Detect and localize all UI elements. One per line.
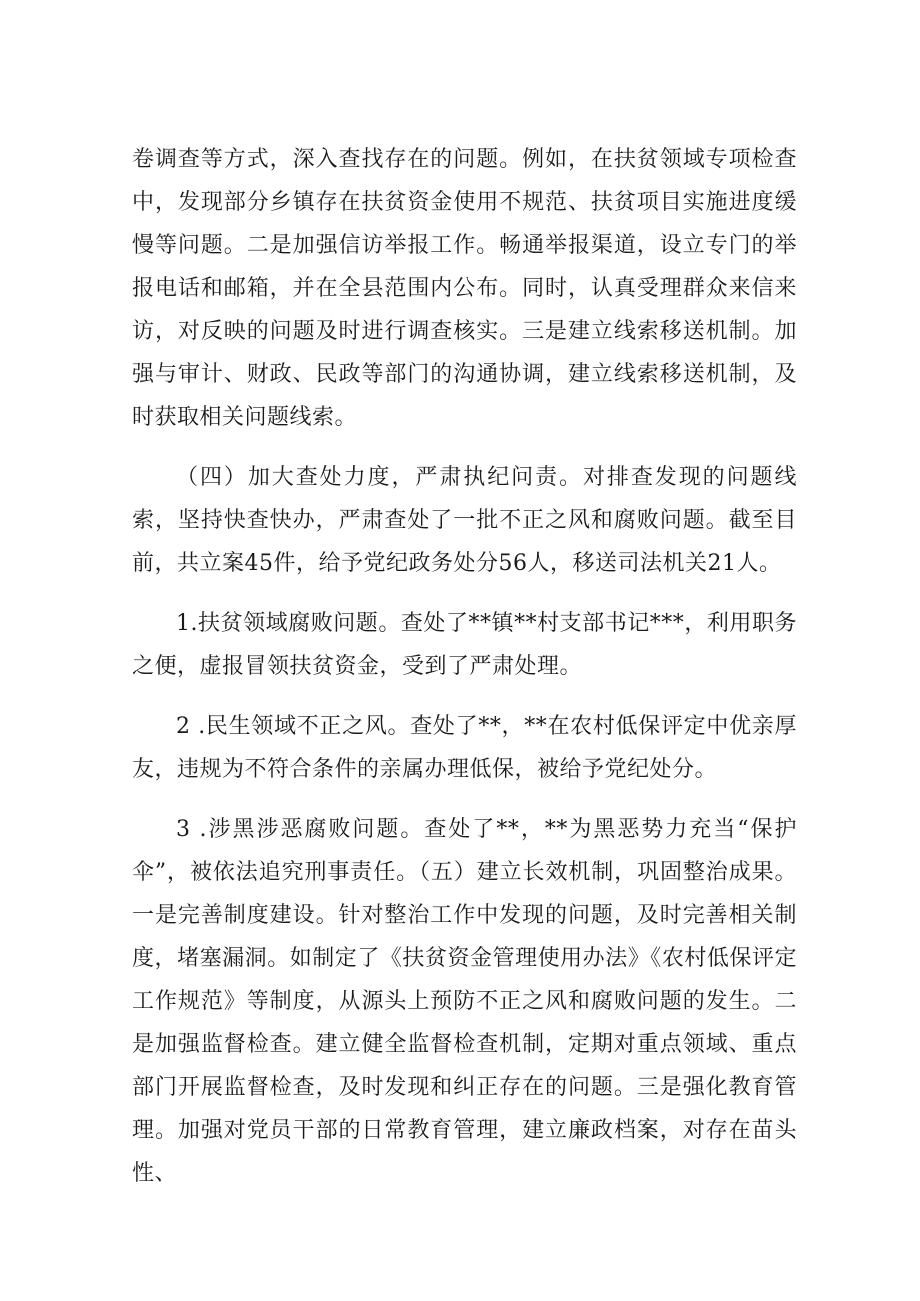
paragraph-investigation-methods: 卷调查等方式，深入查找存在的问题。例如，在扶贫领域专项检查中，发现部分乡镇存在扶贫资金使用不规范、扶贫项目实施进度缓慢等问题。二是加强信访举报工作。畅通举报渠道，设立专门的举报电话和邮箱，并在全县范围内公布。同时，认真受理群众来信来访，对反映的问题及时进行调查核实。三是建立线索移送机制。加强与审计、财政、民政等部门的沟通协调，建立线索移送机制，及时获取相关问题线索。	[132, 147, 797, 430]
paragraph-item-1: 1.扶贫领域腐败问题。查处了**镇**村支部书记***，利用职务之便，虚报冒领扶贫资金，受到了严肃处理。	[132, 611, 797, 679]
paragraph-item-3: 3 .涉黑涉恶腐败问题。查处了**，**为黑恶势力充当“保护伞”，被依法追究刑事责任。（五）建立长效机制，巩固整治成果。一是完善制度建设。针对整治工作中发现的问题，及时完善相关制度，堵塞漏洞。如制定了《扶贫资金管理使用办法》《农村低保评定工作规范》等制度，从源头上预防不正之风和腐败问题的发生。二是加强监督检查。建立健全监督检查机制，定期对重点领域、重点部门开展监督检查，及时发现和纠正存在的问题。三是强化教育管理。加强对党员干部的日常教育管理，建立廉政档案，对存在苗头性、	[132, 817, 797, 1186]
document-body	[132, 138, 797, 1212]
paragraph-item-2: 2 .民生领域不正之风。查处了**，**在农村低保评定中优亲厚友，违规为不符合条件的亲属办理低保，被给予党纪处分。	[132, 714, 797, 782]
paragraph-section-four: （四）加大查处力度，严肃执纪问责。对排查发现的问题线索，坚持快查快办，严肃查处了一批不正之风和腐败问题。截至目前，共立案45件，给予党纪政务处分56人，移送司法机关21人。	[132, 465, 797, 576]
